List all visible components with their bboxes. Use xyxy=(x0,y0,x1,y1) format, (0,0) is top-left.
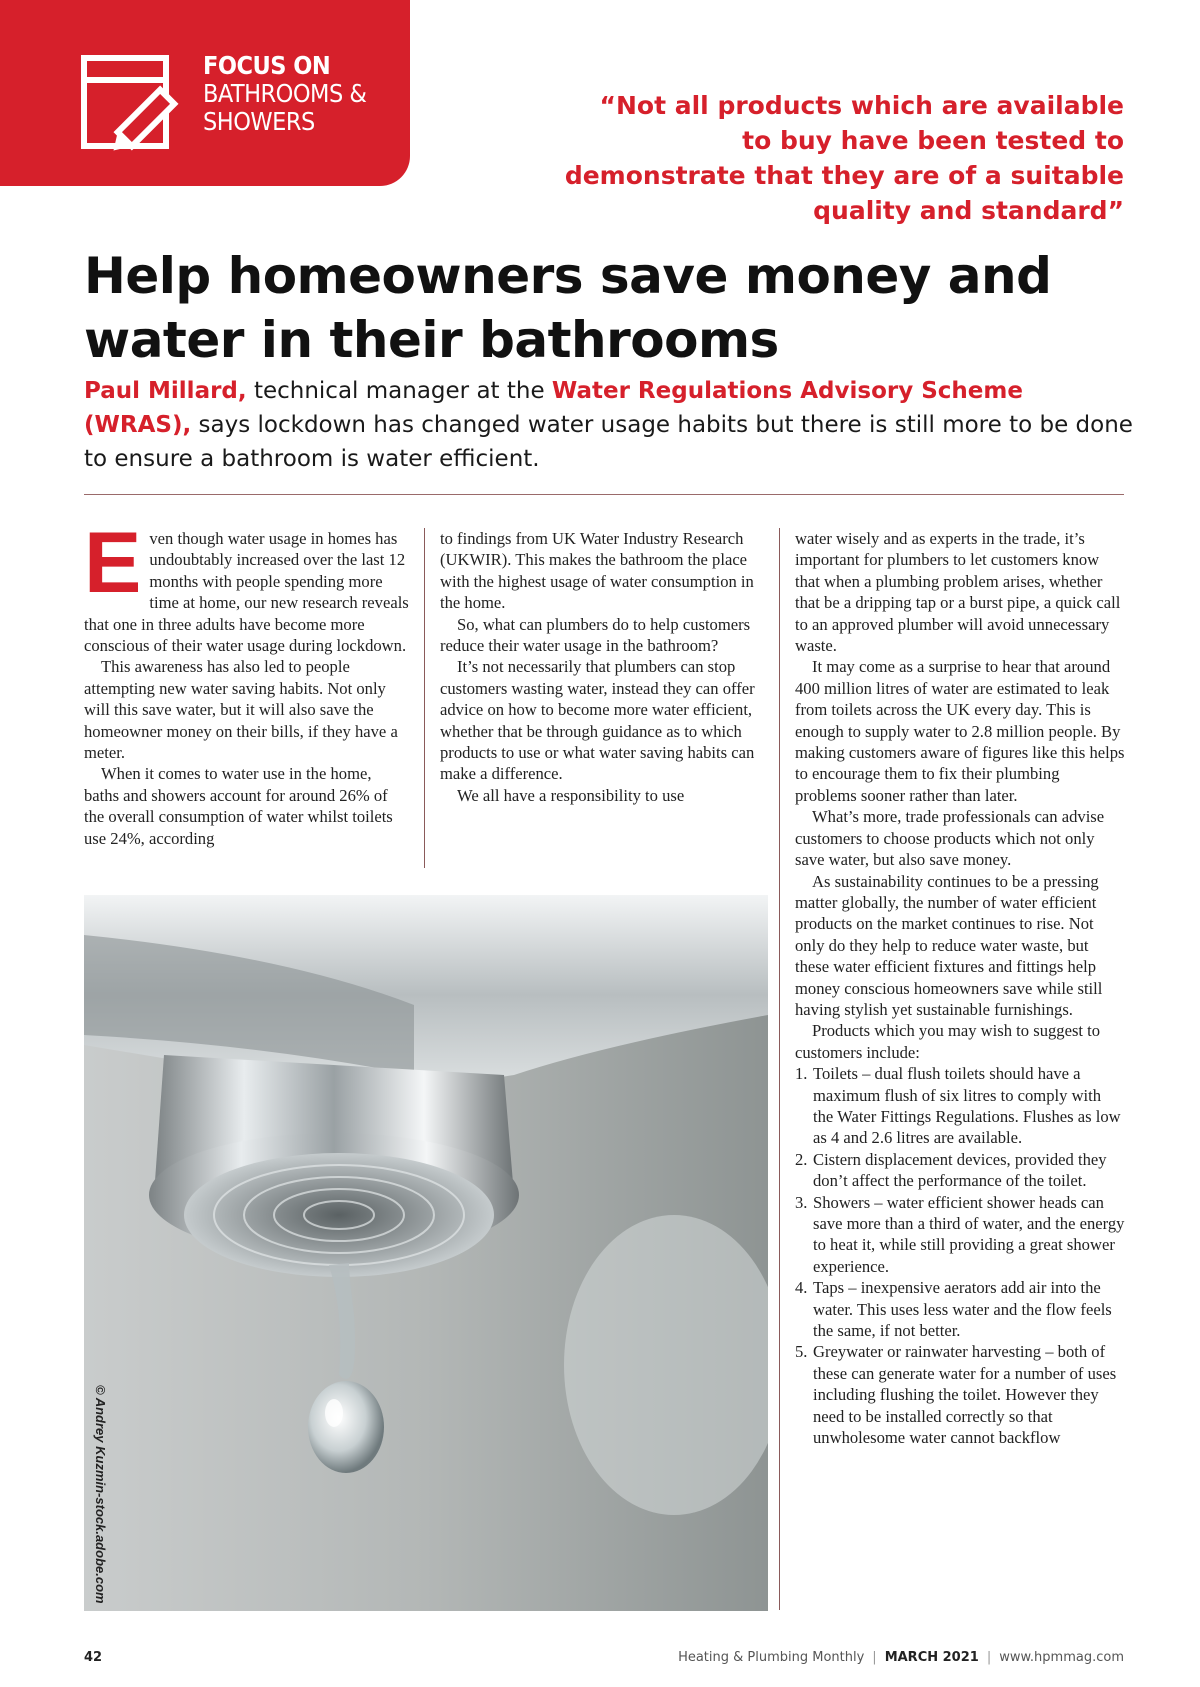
paragraph: We all have a responsibility to use xyxy=(457,785,685,805)
standfirst xyxy=(84,374,1134,476)
footer-info: Heating & Plumbing Monthly | MARCH 2021 | www.hpmmag.com xyxy=(678,1650,1124,1665)
website-link[interactable]: www.hpmmag.com xyxy=(999,1650,1124,1665)
list-item: 3. Showers – water efficient shower heads can save more than a third of water, and the energy to heat it, while still providing a great shower experience. xyxy=(795,1192,1125,1276)
paragraph: Products which you may wish to suggest to customers include: xyxy=(795,1021,1101,1062)
paragraph: It may come as a surprise to hear that around 400 million litres of water are estimated to leak from toilets across the UK every day. This is enough to supply water to 2.8 million people. By making customers aware of figures like this helps to encourage them to fix their plumbing problems sooner rather than later. xyxy=(795,657,1125,805)
list-item: 1. Toilets – dual flush toilets should have a maximum flush of six litres to comply with the Water Fittings Regulations. Flushes as low as 4 and 2.6 litres are available. xyxy=(795,1064,1121,1148)
article-column-3 xyxy=(795,528,1125,1448)
column-divider xyxy=(779,528,780,1610)
paragraph: So, what can plumbers do to help customers reduce their water usage in the bathroom? xyxy=(440,614,751,656)
issue-date: MARCH 2021 xyxy=(884,1650,979,1665)
section-label-line2: BATHROOMS & xyxy=(203,79,367,108)
section-label-line3: SHOWERS xyxy=(203,107,315,136)
photo-credit: © Andrey Kuzmin-stock.adobe.com xyxy=(93,1385,108,1604)
list-item: 4. Taps – inexpensive aerators add air into the water. This uses less water and the flow feels the same, if not better. xyxy=(795,1278,1112,1341)
paragraph: As sustainability continues to be a pressing matter globally, the number of water efficient products on the market continues to rise. Not only do they help to reduce water waste, but these water efficient fixtures and fittings help money conscious homeowners save while still having stylish yet sustainable furnishings. xyxy=(795,871,1103,1019)
article-column-2 xyxy=(440,528,758,806)
dripping-tap-photo xyxy=(84,895,768,1611)
paragraph: It’s not necessarily that plumbers can stop customers wasting water, instead they can offer advice on how to become more water efficient, whether that be through guidance as to which products to use or what water saving habits can make a difference. xyxy=(440,657,755,784)
section-label-line1: FOCUS ON xyxy=(203,51,331,80)
standfirst-summary: says lockdown has changed water usage habits but there is still more to be done to ensure a bathroom is water efficient. xyxy=(84,412,1133,472)
paragraph: What’s more, trade professionals can advise customers to choose products which not only save water, but also save money. xyxy=(795,807,1105,870)
page-number: 42 xyxy=(84,1650,103,1665)
drop-cap: E xyxy=(84,515,142,611)
list-item: 2. Cistern displacement devices, provided they don’t affect the performance of the toilet. xyxy=(795,1149,1107,1191)
author-name: Paul Millard, xyxy=(84,378,247,404)
organisation-name: Water Regulations Advisory Scheme (WRAS), xyxy=(84,378,1023,438)
section-label xyxy=(203,52,366,136)
paragraph: to findings from UK Water Industry Research (UKWIR). This makes the bathroom the place with the highest usage of water consumption in the home. xyxy=(440,529,754,613)
pull-quote: “Not all products which are available to buy have been tested to demonstrate that they are of a suitable quality and standard” xyxy=(564,91,1124,225)
product-list xyxy=(795,1063,1125,1448)
page-footer xyxy=(84,1650,1124,1670)
paragraph: Even though water usage in homes has undoubtably increased over the last 12 months with people spending more time at home, our new research reveals that one in three adults have become more conscious of their water usage during lockdown. xyxy=(84,515,409,656)
list-item: 5. Greywater or rainwater harvesting – both of these can generate water for a number of uses including flushing the toilet. However they need to be installed correctly so that unwholesome water cannot backflow xyxy=(795,1342,1117,1448)
article-column-1 xyxy=(84,515,410,849)
author-role: technical manager at the xyxy=(246,378,552,404)
tap-illustration xyxy=(84,895,768,1611)
document-pencil-icon xyxy=(80,54,180,154)
paragraph: When it comes to water use in the home, baths and showers account for around 26% of the overall consumption of water whilst toilets use 24%, according xyxy=(84,764,393,848)
paragraph: This awareness has also led to people attempting new water saving habits. Not only will this save water, but it will also save the homeowner money on their bills, if they have a meter. xyxy=(84,657,398,763)
headline: Help homeowners save money and water in their bathrooms xyxy=(84,247,1052,369)
section-tab xyxy=(0,0,410,186)
column-divider xyxy=(424,528,425,868)
header-divider xyxy=(84,494,1124,495)
publication-name: Heating & Plumbing Monthly xyxy=(678,1650,865,1665)
paragraph: water wisely and as experts in the trade, it’s important for plumbers to let customers know that when a plumbing problem arises, whether that be a dripping tap or a burst pipe, a quick call to an approved plumber will avoid unnecessary waste. xyxy=(795,529,1121,656)
